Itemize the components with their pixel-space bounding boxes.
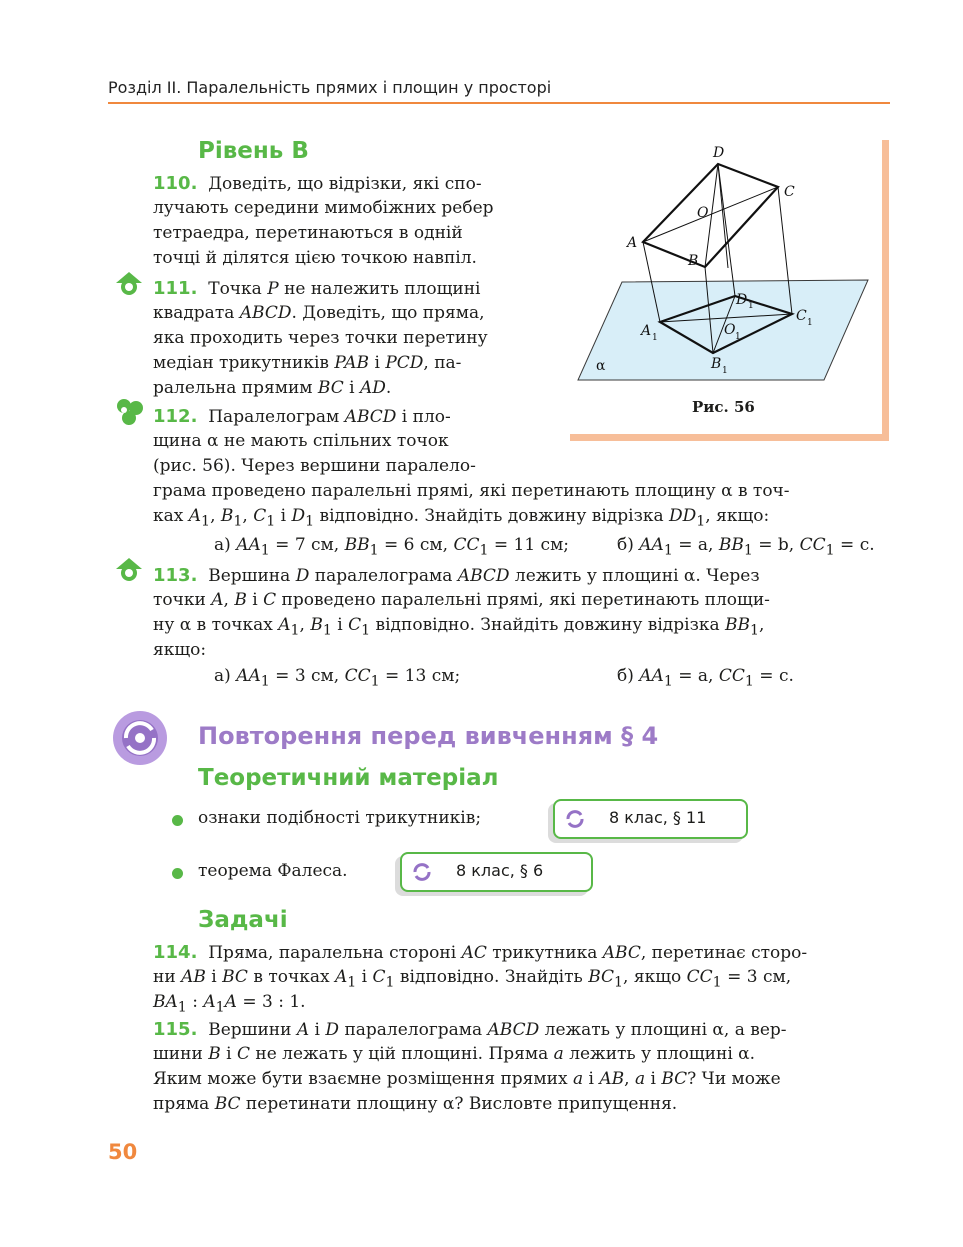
- problem-113-option-a: а) $AA_1 = 3$ см, $CC_1 = 13$ см;: [214, 666, 461, 690]
- problem-112-line-2: щина α не мають спільних точок: [153, 431, 449, 451]
- label-c1: C: [796, 308, 807, 324]
- problem-115-line-3: Яким може бути взаємне розміщення прямих a і AB, a і BC? Чи може: [153, 1069, 781, 1089]
- figure-56-diagram: [570, 140, 882, 400]
- theory-item-1: ознаки подібності трикутників;: [198, 808, 482, 828]
- house-level-icon: [114, 270, 144, 298]
- label-o1-sub: 1: [735, 332, 741, 342]
- label-a: A: [627, 235, 638, 251]
- problem-112-option-b: б) $AA_1 = a$, $BB_1 = b$, $CC_1 = c$.: [617, 535, 875, 559]
- theory-item-2: теорема Фалеса.: [198, 861, 348, 881]
- label-o1: O: [724, 322, 736, 338]
- problem-112-line-4: грама проведено паралельні прямі, які перетинають площину α в точ-: [153, 481, 790, 501]
- problem-112-line-1: 112. Паралелограм ABCD і пло-: [153, 406, 451, 427]
- label-alpha: α: [596, 358, 606, 374]
- diagonal-ac: [643, 187, 778, 242]
- tasks-title: Задачі: [198, 907, 288, 933]
- problem-113-line-3: ну α в точках $A_1$, $B_1$ і $C_1$ відповідно. Знайдіть довжину відрізка $BB_1$,: [153, 615, 765, 639]
- label-b: B: [688, 253, 699, 269]
- theory-title: Теоретичний матеріал: [198, 765, 499, 791]
- refresh-icon: [565, 809, 585, 829]
- label-o: O: [697, 205, 709, 221]
- label-c: C: [784, 184, 795, 200]
- review-icon: [112, 710, 168, 766]
- label-c1-sub: 1: [807, 318, 813, 328]
- review-title: Повторення перед вивченням § 4: [198, 722, 659, 750]
- problem-111-line-3: яка проходить через точки перетину: [153, 328, 488, 348]
- parallelogram-abcd: [643, 164, 778, 267]
- problem-115-line-1: 115. Вершини A і D паралелограма ABCD лежать у площині α, а вер-: [153, 1019, 787, 1040]
- label-a1: A: [641, 323, 652, 339]
- problem-113-option-b: б) $AA_1 = a$, $CC_1 = c$.: [617, 666, 794, 690]
- label-b1-sub: 1: [722, 366, 728, 376]
- page-number: 50: [108, 1140, 138, 1164]
- problem-113-line-1: 113. Вершина D паралелограма ABCD лежить у площині α. Через: [153, 565, 760, 586]
- problem-111-line-2: квадрата ABCD. Доведіть, що пряма,: [153, 303, 485, 323]
- reference-grade8-p6[interactable]: [400, 852, 593, 892]
- problem-114-line-1: 114. Пряма, паралельна стороні AC трикутника ABC, перетинає сторо-: [153, 942, 808, 963]
- problem-111-line-5: ралельна прямим BC і AD.: [153, 378, 392, 398]
- label-a1-sub: 1: [652, 333, 658, 343]
- label-d1: D: [736, 292, 748, 308]
- refresh-icon-2: [412, 862, 432, 882]
- problem-112-option-a: а) $AA_1 = 7$ см, $BB_1 = 6$ см, $CC_1 = 11$ см;: [214, 535, 570, 559]
- problem-115-line-4: пряма BC перетинати площину α? Висловте припущення.: [153, 1094, 678, 1114]
- problem-113-line-2: точки A, B і C проведено паралельні прямі, які перетинають площи-: [153, 590, 770, 610]
- reference-label-2: 8 клас, § 6: [456, 861, 544, 880]
- problem-112-line-3: (рис. 56). Через вершини паралело-: [153, 456, 476, 476]
- problem-110-line-4: точці й ділятся цією точкою навпіл.: [153, 248, 477, 268]
- problem-114-line-3: $BA_1$ : $A_1A = 3$ : 1.: [153, 992, 306, 1016]
- figure-caption: Рис. 56: [692, 398, 755, 416]
- reference-grade8-p11[interactable]: [553, 799, 748, 839]
- house-level-icon-2: [114, 556, 144, 584]
- problem-114-line-2: ни AB і BC в точках $A_1$ і $C_1$ відповідно. Знайдіть $BC_1$, якщо $CC_1 = 3$ см,: [153, 967, 792, 991]
- circles-level-icon: [114, 398, 146, 426]
- line-dd1: [718, 164, 735, 296]
- bullet-1: [172, 815, 183, 826]
- level-title: Рівень B: [198, 138, 309, 164]
- problem-112-line-5: ках $A_1$, $B_1$, $C_1$ і $D_1$ відповідно. Знайдіть довжину відрізка $DD_1$, якщо:: [153, 506, 770, 530]
- label-d: D: [713, 145, 725, 161]
- problem-111-line-1: 111. Точка P не належить площині: [153, 278, 481, 299]
- reference-label-1: 8 клас, § 11: [609, 808, 707, 827]
- problem-115-line-2: шини B і C не лежать у цій площині. Пряма a лежить у площині α.: [153, 1044, 756, 1064]
- problem-113-line-4: якщо:: [153, 640, 207, 660]
- header-divider: [108, 102, 890, 104]
- problem-110-line-1: 110. Доведіть, що відрізки, які спо-: [153, 173, 482, 194]
- problem-111-line-4: медіан трикутників PAB і PCD, па-: [153, 353, 462, 373]
- problem-110-line-3: тетраедра, перетинаються в одній: [153, 223, 463, 243]
- label-b1: B: [711, 356, 722, 372]
- label-d1-sub: 1: [748, 301, 754, 311]
- running-header: Розділ II. Паралельність прямих і площин у просторі: [108, 78, 552, 97]
- problem-110-line-2: лучають середини мимобіжних ребер: [153, 198, 494, 218]
- plane-alpha: [578, 280, 868, 380]
- bullet-2: [172, 868, 183, 879]
